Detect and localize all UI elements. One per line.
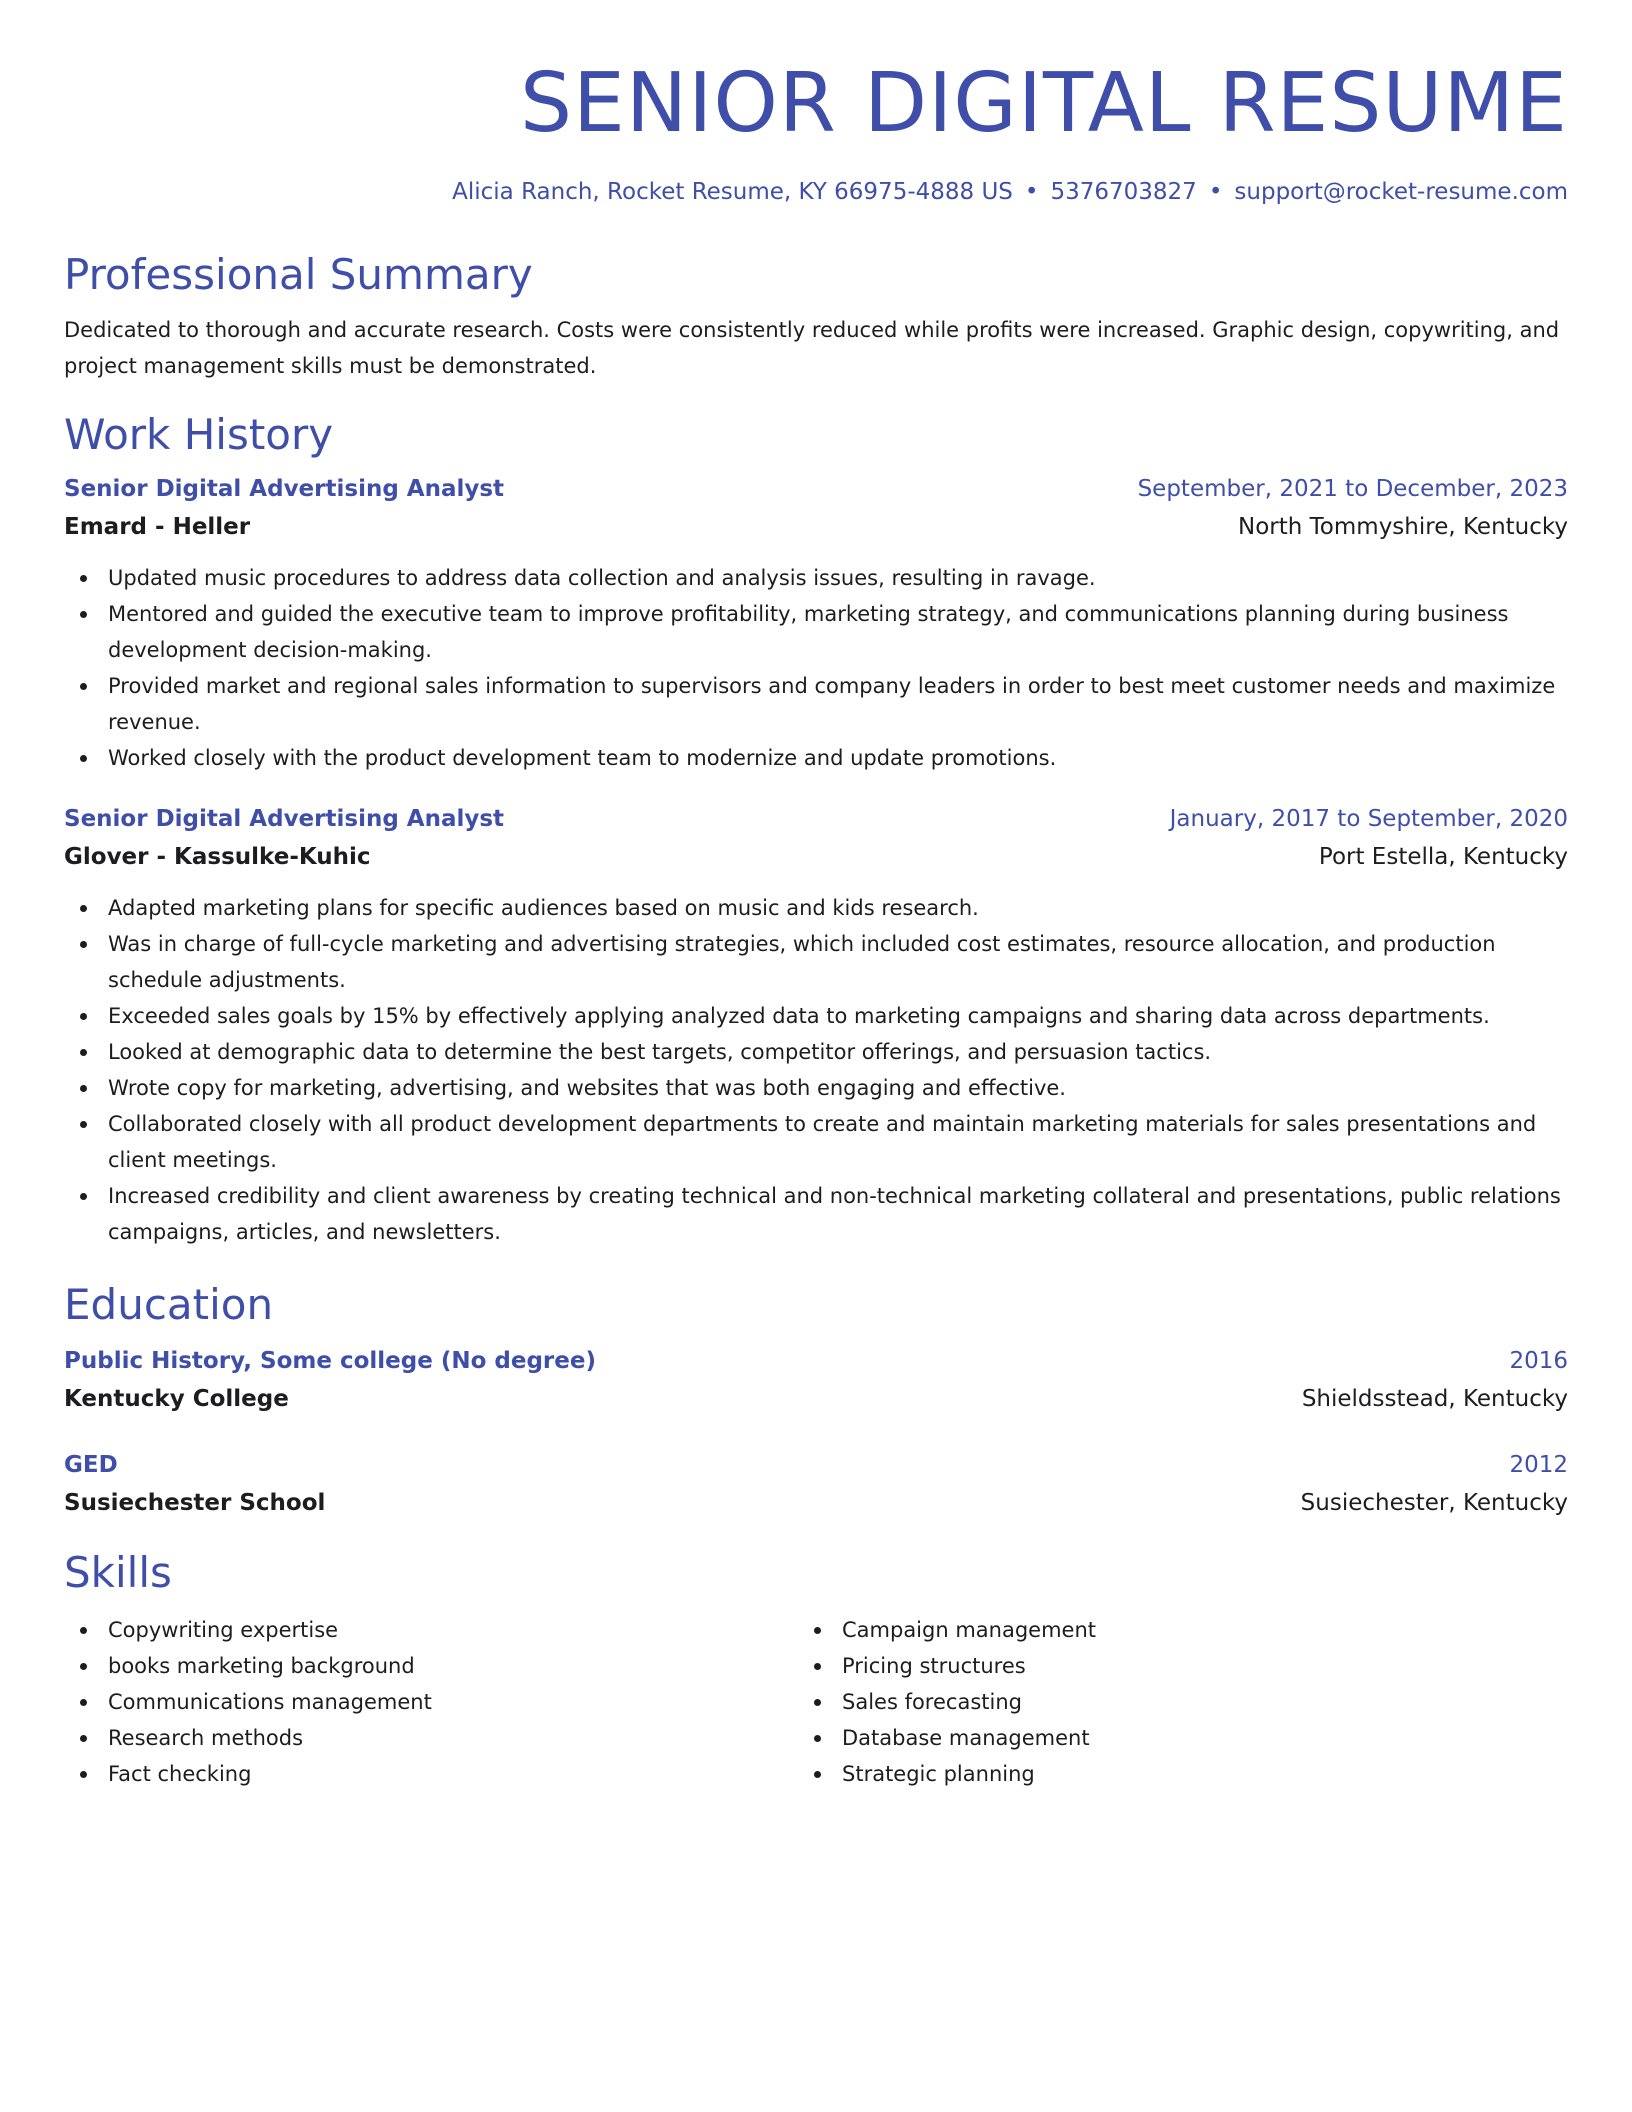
job-title: Senior Digital Advertising Analyst	[64, 476, 505, 502]
job-bullet: Exceeded sales goals by 15% by effectively applying analyzed data to marketing campaigns and sharing data across departments.	[64, 998, 1568, 1034]
education-year: 2012	[1509, 1452, 1568, 1478]
contact-address: Alicia Ranch, Rocket Resume, KY 66975-4888 US	[452, 179, 1013, 205]
job-company: Glover - Kassulke-Kuhic	[64, 844, 371, 870]
education-heading: Education	[64, 1280, 274, 1329]
summary-text: Dedicated to thorough and accurate research. Costs were consistently reduced while profits were increased. Graphic design, copywriting, and project management skills must be demonstrated.	[64, 318, 1560, 378]
job-entry	[64, 470, 1568, 776]
skill-item: Pricing structures	[798, 1648, 1532, 1684]
skills-list	[64, 1612, 1568, 1792]
education-header-row	[64, 1342, 1568, 1380]
job-dates: January, 2017 to September, 2020	[1169, 806, 1568, 832]
skills-column-left	[64, 1612, 798, 1792]
job-bullet: Collaborated closely with all product development departments to create and maintain marketing materials for sales presentations and client meetings.	[64, 1106, 1568, 1178]
contact-separator: •	[1208, 179, 1223, 205]
contact-separator: •	[1024, 179, 1039, 205]
skills-heading: Skills	[64, 1548, 172, 1597]
skill-item: Fact checking	[64, 1756, 798, 1792]
job-bullet: Increased credibility and client awareness by creating technical and non-technical marketing collateral and presentations, public relations campaigns, articles, and newsletters.	[64, 1178, 1568, 1250]
summary-heading: Professional Summary	[64, 250, 533, 299]
education-year: 2016	[1509, 1348, 1568, 1374]
job-company: Emard - Heller	[64, 514, 251, 540]
skill-item: Copywriting expertise	[64, 1612, 798, 1648]
job-company-row	[64, 838, 1568, 876]
job-entry	[64, 800, 1568, 1250]
contact-line	[64, 176, 1568, 208]
job-title: Senior Digital Advertising Analyst	[64, 806, 505, 832]
education-school: Kentucky College	[64, 1386, 289, 1412]
job-bullets	[64, 560, 1568, 776]
resume-title: SENIOR DIGITAL RESUME	[519, 56, 1568, 151]
skills-column-right	[798, 1612, 1532, 1792]
skill-item: Database management	[798, 1720, 1532, 1756]
job-bullet: Adapted marketing plans for specific audiences based on music and kids research.	[64, 890, 1568, 926]
work-history-heading: Work History	[64, 410, 334, 459]
job-bullet: Was in charge of full-cycle marketing and advertising strategies, which included cost estimates, resource allocation, and production schedule adjustments.	[64, 926, 1568, 998]
education-school-row	[64, 1484, 1568, 1522]
education-degree: Public History, Some college (No degree)	[64, 1348, 596, 1374]
job-bullet: Looked at demographic data to determine the best targets, competitor offerings, and persuasion tactics.	[64, 1034, 1568, 1070]
contact-email: support@rocket-resume.com	[1234, 179, 1568, 205]
job-location: North Tommyshire, Kentucky	[1238, 514, 1568, 540]
education-header-row	[64, 1446, 1568, 1484]
skill-item: books marketing background	[64, 1648, 798, 1684]
skill-item: Strategic planning	[798, 1756, 1532, 1792]
skill-item: Campaign management	[798, 1612, 1532, 1648]
job-header-row	[64, 800, 1568, 838]
job-bullet: Wrote copy for marketing, advertising, and websites that was both engaging and effective.	[64, 1070, 1568, 1106]
job-bullet: Mentored and guided the executive team to improve profitability, marketing strategy, and communications planning during business development decision-making.	[64, 596, 1568, 668]
contact-phone: 5376703827	[1050, 179, 1197, 205]
education-location: Shieldsstead, Kentucky	[1301, 1386, 1568, 1412]
skill-item: Research methods	[64, 1720, 798, 1756]
job-location: Port Estella, Kentucky	[1318, 844, 1568, 870]
education-location: Susiechester, Kentucky	[1300, 1490, 1568, 1516]
job-bullet: Provided market and regional sales information to supervisors and company leaders in order to best meet customer needs and maximize revenue.	[64, 668, 1568, 740]
education-degree: GED	[64, 1452, 118, 1478]
education-school-row	[64, 1380, 1568, 1418]
job-dates: September, 2021 to December, 2023	[1137, 476, 1568, 502]
job-bullet: Worked closely with the product development team to modernize and update promotions.	[64, 740, 1568, 776]
job-company-row	[64, 508, 1568, 546]
job-header-row	[64, 470, 1568, 508]
education-school: Susiechester School	[64, 1490, 326, 1516]
education-entry	[64, 1446, 1568, 1522]
skill-item: Sales forecasting	[798, 1684, 1532, 1720]
job-bullets	[64, 890, 1568, 1250]
education-entry	[64, 1342, 1568, 1418]
job-bullet: Updated music procedures to address data collection and analysis issues, resulting in ravage.	[64, 560, 1568, 596]
skill-item: Communications management	[64, 1684, 798, 1720]
